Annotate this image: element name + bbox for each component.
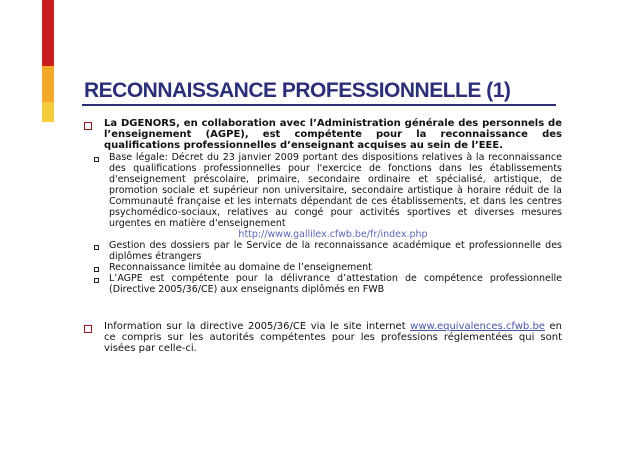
accent-bar-red: [42, 0, 54, 66]
sub-bullets: [94, 152, 562, 295]
information-text-end: en ce compris sur les autorités compétentes pour les professions réglementées qui sont visées par celle-ci.: [104, 321, 562, 354]
small-square-bullet-icon: [94, 267, 99, 272]
small-square-bullet-icon: [94, 245, 99, 250]
bullet-information-text: [104, 321, 562, 354]
small-square-bullet-icon: [94, 278, 99, 283]
slide-content: [84, 118, 562, 354]
accent-bar-yellow: [42, 102, 54, 122]
bullet-dgenors: [84, 118, 562, 151]
bullet-information: [84, 321, 562, 354]
slide-title: RECONNAISSANCE PROFESSIONNELLE (1): [84, 79, 511, 102]
bullet-dgenors-text: La DGENORS, en collaboration avec l’Administration générale des personnels de l’enseignement (AGPE), est compétente pour la reconnaissance des qualifications professionnelles d’enseignant acquises au sein de l’EEE.: [104, 118, 562, 151]
sub-bullet-agpe: [94, 273, 562, 295]
sub-bullet-gestion: [94, 240, 562, 262]
sub-bullet-base-legale: [94, 152, 562, 229]
square-bullet-icon: [84, 325, 92, 333]
sub-bullet-text: Gestion des dossiers par le Service de la reconnaissance académique et professionnelle des diplômes étrangers: [109, 240, 562, 262]
gallilex-link[interactable]: http://www.gallilex.cfwb.be/fr/index.php: [238, 229, 428, 240]
equivalences-link[interactable]: www.equivalences.cfwb.be: [410, 321, 545, 332]
title-underline: [82, 104, 556, 106]
accent-bar-orange: [42, 66, 54, 102]
sub-bullet-text: L’AGPE est compétente pour la délivrance d’attestation de compétence professionnelle (Directive 2005/36/CE) aux enseignants diplômés en FWB: [109, 273, 562, 295]
sub-bullet-text: Base légale: Décret du 23 janvier 2009 portant des dispositions relatives à la reconnaissance des qualifications professionnelles pour l'exercice de fonctions dans les établissements d'enseignement préscolaire, primaire, secondaire ordinaire et spécialisé, artistique, de promotion sociale et supérieur non universitaire, secondaire artistique à horaire réduit de la Communauté française et les internats dépendant de ces établissements, et dans les centres psychomédico-sociaux, relatives au congé pour activités sportives et diverses mesures urgentes en matière d'enseignement: [109, 152, 562, 229]
information-text-start: Information sur la directive 2005/36/CE via le site internet: [104, 321, 406, 332]
small-square-bullet-icon: [94, 157, 99, 162]
square-bullet-icon: [84, 122, 92, 130]
sub-bullet-reconnaissance: [94, 262, 562, 273]
sub-bullet-text: Reconnaissance limitée au domaine de l’enseignement: [109, 262, 372, 273]
